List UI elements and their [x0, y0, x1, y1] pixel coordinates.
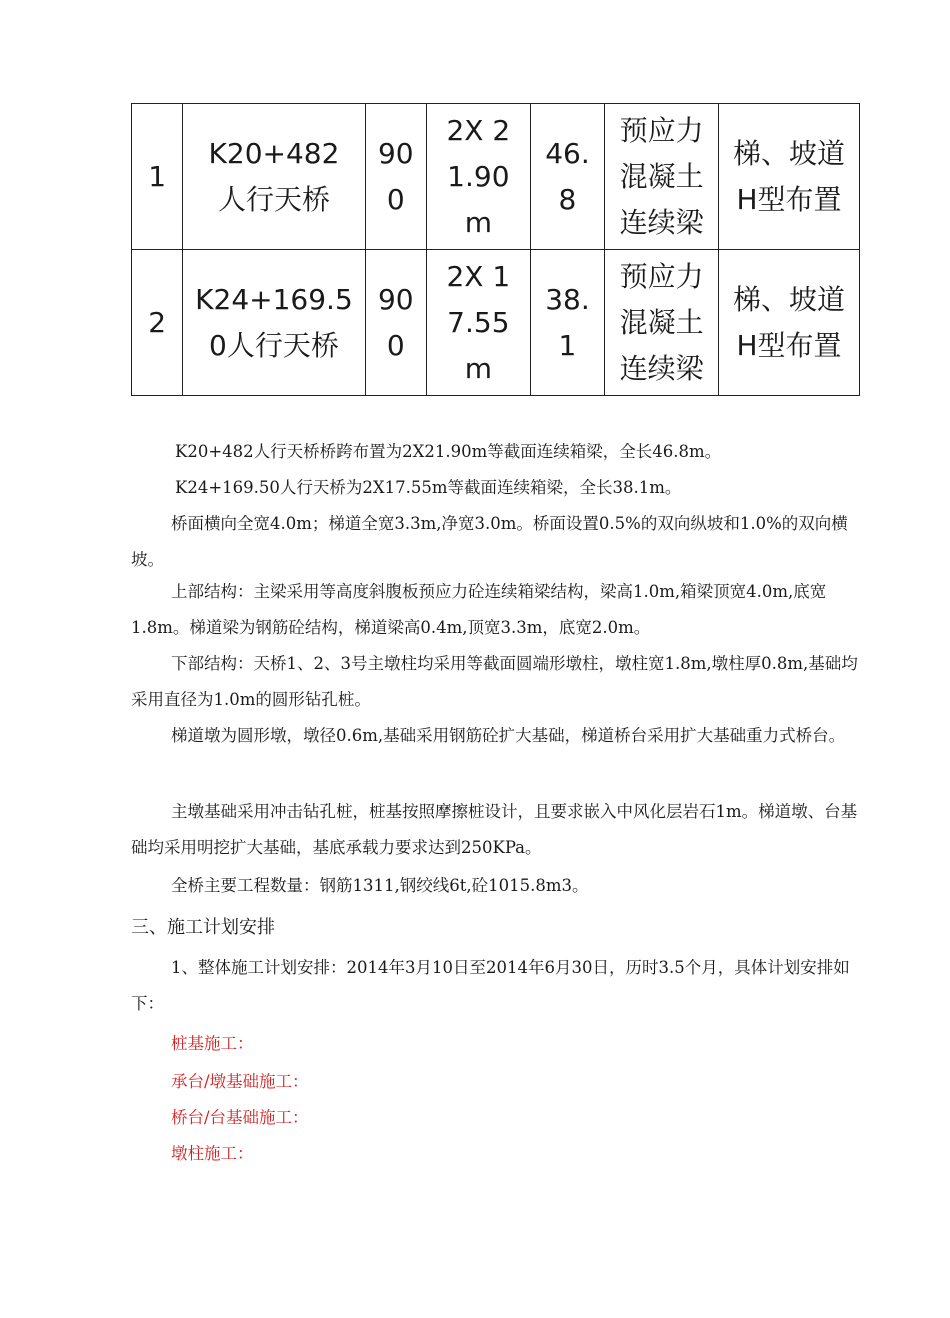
cell-form: 梯、坡道H型布置 [718, 250, 859, 396]
schedule-item-piers: 墩柱施工： [171, 1144, 254, 1163]
cell-name: K24+169.50人行天桥 [183, 250, 365, 396]
cell-name: K20+482人行天桥 [183, 104, 365, 250]
cell-no: 1 [132, 104, 183, 250]
cell-span: 2X 17.55 m [427, 250, 531, 396]
cell-type: 预应力混凝土连续梁 [605, 104, 719, 250]
cell-total: 46.8 [530, 104, 605, 250]
cell-length: 900 [365, 250, 426, 396]
cell-no: 2 [132, 250, 183, 396]
section-heading: 三、施工计划安排 [131, 917, 275, 938]
paragraph-deck-width: 桥面横向全宽4.0m；梯道全宽3.3m,净宽3.0m。桥面设置0.5%的双向纵坡和1.0%的双向横坡。 [131, 514, 848, 569]
table-row [132, 250, 860, 396]
paragraph-schedule: 1、整体施工计划安排：2014年3月10日至2014年6月30日，历时3.5个月，具体计划安排如下： [131, 958, 850, 1013]
paragraph-substructure: 下部结构：天桥1、2、3号主墩柱均采用等截面圆端形墩柱，墩柱宽1.8m,墩柱厚0.8m,基础均采用直径为1.0m的圆形钻孔桩。 [131, 654, 858, 709]
paragraph-bridge-2: K24+169.50人行天桥为2X17.55m等截面连续箱梁，全长38.1m。 [175, 478, 682, 497]
paragraph-quantities: 全桥主要工程数量：钢筋1311,钢绞线6t,砼1015.8m3。 [171, 876, 589, 895]
cell-span: 2X 21.90 m [427, 104, 531, 250]
paragraph-bridge-1: K20+482人行天桥桥跨布置为2X21.90m等截面连续箱梁，全长46.8m。 [175, 442, 722, 461]
cell-length: 900 [365, 104, 426, 250]
schedule-item-piles: 桩基施工： [171, 1034, 254, 1053]
paragraph-superstructure: 上部结构：主梁采用等高度斜腹板预应力砼连续箱梁结构，梁高1.0m,箱梁顶宽4.0m,底宽1.8m。梯道梁为钢筋砼结构，梯道梁高0.4m,顶宽3.3m，底宽2.0m。 [131, 582, 827, 637]
table-row [132, 104, 860, 250]
cell-total: 38.1 [530, 250, 605, 396]
cell-form: 梯、坡道H型布置 [718, 104, 859, 250]
paragraph-foundation: 主墩基础采用冲击钻孔桩，桩基按照摩擦桩设计，且要求嵌入中风化层岩石1m。梯道墩、台基础均采用明挖扩大基础，基底承载力要求达到250KPa。 [131, 802, 858, 857]
paragraph-stair-pier: 梯道墩为圆形墩，墩径0.6m,基础采用钢筋砼扩大基础，梯道桥台采用扩大基础重力式桥台。 [171, 726, 846, 745]
cell-type: 预应力混凝土连续梁 [605, 250, 719, 396]
bridge-table [131, 103, 860, 396]
schedule-item-abutments: 桥台/台基础施工： [171, 1108, 309, 1127]
schedule-item-pile-caps: 承台/墩基础施工： [171, 1072, 309, 1091]
